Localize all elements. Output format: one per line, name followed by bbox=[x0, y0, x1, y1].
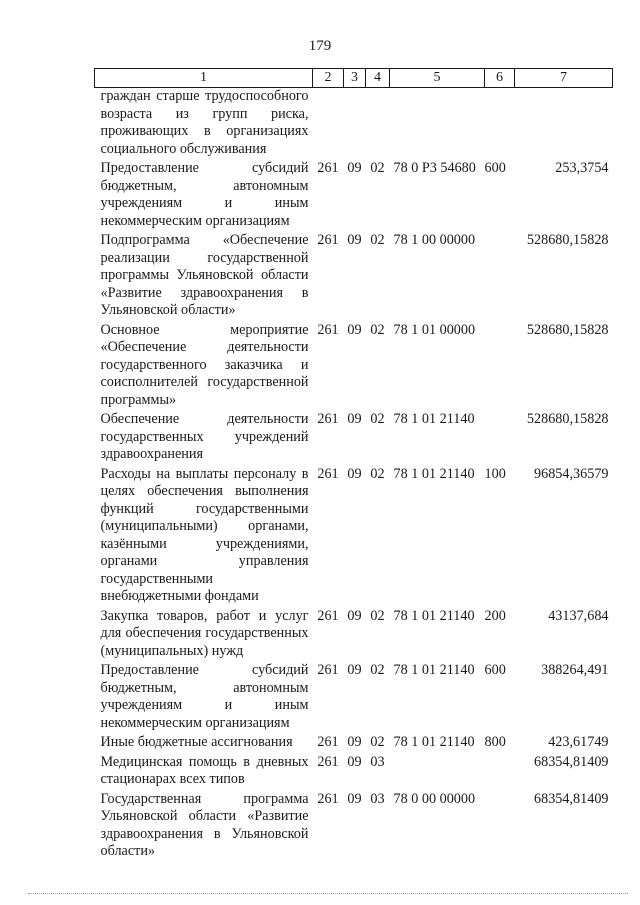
expense-type-code bbox=[485, 411, 515, 466]
subsection-code: 02 bbox=[370, 465, 385, 482]
expense-type-code bbox=[485, 322, 515, 412]
section-code: 09 bbox=[347, 753, 362, 770]
expense-name: Расходы на выплаты персоналу в целях обеспечения выполнения функций государственными (муниципальными) органами, казёнными учреждениями, органами управления государственными внебюджетными фондами bbox=[100, 465, 309, 604]
target-article-code: 78 0 Р3 54680 bbox=[393, 160, 476, 176]
expense-name: Обеспечение деятельности государственных учреждений здравоохранения bbox=[100, 411, 309, 462]
admin-code: 261 bbox=[317, 734, 339, 750]
table-row bbox=[95, 160, 613, 232]
page-bottom-rule bbox=[28, 893, 628, 894]
target-article-code bbox=[390, 88, 485, 161]
section-code: 09 bbox=[347, 465, 362, 482]
expense-type-code: 200 bbox=[484, 607, 506, 624]
table-row bbox=[95, 232, 613, 322]
expense-type-code: 800 bbox=[484, 734, 506, 750]
table-body bbox=[95, 88, 613, 863]
subsection-code: 02 bbox=[370, 411, 385, 427]
header-col-1: 1 bbox=[95, 69, 313, 88]
expense-type-code bbox=[485, 791, 515, 863]
target-article-code: 78 1 01 21140 bbox=[393, 411, 475, 427]
header-col-3: 3 bbox=[344, 69, 366, 88]
amount-value: 43137,684 bbox=[548, 607, 609, 624]
target-article-code: 78 1 01 00000 bbox=[393, 321, 476, 338]
admin-code: 261 bbox=[317, 411, 339, 427]
section-code: 09 bbox=[347, 607, 362, 624]
section-code: 09 bbox=[347, 411, 362, 427]
subsection-code: 02 bbox=[370, 734, 385, 750]
expense-name: Основное мероприятие «Обеспечение деятельности государственного заказчика и соисполнителей государственной программы» bbox=[100, 321, 309, 408]
subsection-code: 02 bbox=[370, 607, 385, 624]
admin-code: 261 bbox=[317, 790, 339, 807]
target-article-code: 78 1 00 00000 bbox=[393, 232, 476, 248]
section-code: 09 bbox=[347, 662, 362, 678]
admin-code: 261 bbox=[317, 465, 339, 482]
budget-table bbox=[94, 68, 613, 863]
amount-value: 528680,15828 bbox=[526, 411, 609, 427]
admin-code: 261 bbox=[317, 160, 339, 176]
header-col-6: 6 bbox=[485, 69, 515, 88]
amount-value: 68354,81409 bbox=[534, 753, 609, 770]
table-row bbox=[95, 791, 613, 863]
expense-name: Медицинская помощь в дневных стационарах всех типов bbox=[100, 753, 309, 787]
subsection-code: 02 bbox=[370, 160, 385, 176]
table-row bbox=[95, 754, 613, 791]
amount-value: 423,61749 bbox=[548, 734, 609, 750]
expense-name: Закупка товаров, работ и услуг для обеспечения государственных (муниципальных) нужд bbox=[100, 607, 309, 659]
target-article-code: 78 1 01 21140 bbox=[393, 465, 475, 482]
section-code: 09 bbox=[347, 734, 362, 750]
expense-name: Предоставление субсидий бюджетным, автономным учреждениям и иным некоммерческим организациям bbox=[100, 662, 309, 731]
admin-code: 261 bbox=[317, 232, 339, 248]
amount-value: 96854,36579 bbox=[534, 465, 609, 482]
expense-type-code: 100 bbox=[484, 465, 506, 482]
amount-value: 253,3754 bbox=[555, 160, 609, 176]
section-code: 09 bbox=[347, 160, 362, 176]
table-row bbox=[95, 411, 613, 466]
section-code: 09 bbox=[347, 790, 362, 807]
subsection-code: 03 bbox=[370, 753, 385, 770]
page-number: 179 bbox=[308, 38, 332, 54]
subsection-code: 02 bbox=[370, 321, 385, 338]
header-col-4: 4 bbox=[366, 69, 390, 88]
table-row bbox=[95, 608, 613, 663]
target-article-code: 78 1 01 21140 bbox=[393, 662, 475, 678]
expense-name: Иные бюджетные ассигнования bbox=[100, 734, 293, 750]
expense-type-code bbox=[485, 754, 515, 791]
target-article-code bbox=[390, 754, 485, 791]
expense-name: граждан старше трудоспособного возраста из групп риска, проживающих в организациях социального обслуживания bbox=[100, 88, 309, 157]
target-article-code: 78 1 01 21140 bbox=[393, 734, 475, 750]
expense-name: Государственная программа Ульяновской области «Развитие здравоохранения в Ульяновской области» bbox=[100, 790, 309, 859]
amount-value: 528680,15828 bbox=[526, 232, 609, 248]
subsection-code: 03 bbox=[370, 790, 385, 807]
section-code bbox=[344, 88, 366, 161]
admin-code: 261 bbox=[317, 321, 339, 338]
table-row bbox=[95, 322, 613, 412]
expense-type-code bbox=[485, 88, 515, 161]
header-col-7: 7 bbox=[515, 69, 613, 88]
amount-value: 528680,15828 bbox=[526, 321, 609, 338]
target-article-code: 78 0 00 00000 bbox=[393, 790, 476, 807]
section-code: 09 bbox=[347, 232, 362, 248]
amount-value: 388264,491 bbox=[541, 662, 609, 678]
admin-code bbox=[313, 88, 344, 161]
subsection-code: 02 bbox=[370, 662, 385, 678]
table-row bbox=[95, 88, 613, 161]
expense-name: Предоставление субсидий бюджетным, автономным учреждениям и иным некоммерческим организациям bbox=[100, 160, 309, 229]
header-col-5: 5 bbox=[390, 69, 485, 88]
table-row bbox=[95, 734, 613, 754]
expense-name: Подпрограмма «Обеспечение реализации государственной программы Ульяновской области «Развитие здравоохранения в Ульяновской области» bbox=[100, 232, 309, 318]
amount-value: 68354,81409 bbox=[534, 790, 609, 807]
table-row bbox=[95, 662, 613, 734]
subsection-code: 02 bbox=[370, 232, 385, 248]
table-header-row bbox=[95, 69, 613, 88]
section-code: 09 bbox=[347, 321, 362, 338]
admin-code: 261 bbox=[317, 753, 339, 770]
expense-type-code bbox=[485, 232, 515, 322]
table-row bbox=[95, 466, 613, 608]
target-article-code: 78 1 01 21140 bbox=[393, 607, 475, 624]
expense-type-code: 600 bbox=[484, 160, 506, 176]
expense-type-code: 600 bbox=[484, 662, 506, 678]
amount-value bbox=[515, 88, 613, 161]
subsection-code bbox=[366, 88, 390, 161]
admin-code: 261 bbox=[317, 607, 339, 624]
admin-code: 261 bbox=[317, 662, 339, 678]
header-col-2: 2 bbox=[313, 69, 344, 88]
